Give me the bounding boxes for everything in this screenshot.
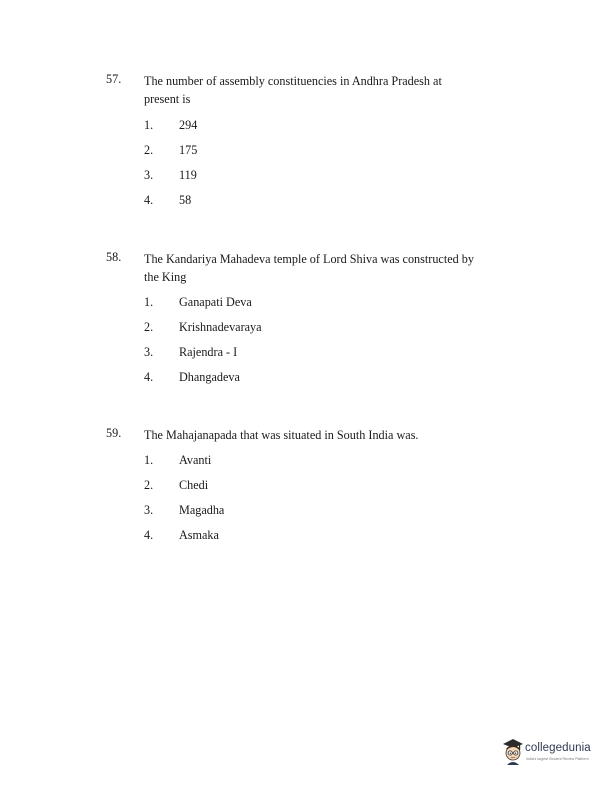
option-item (144, 295, 344, 313)
option-number: 4. (144, 193, 154, 207)
option-text: Ganapati Deva (179, 295, 252, 309)
question-text: The Mahajanapada that was situated in South India was. (144, 428, 419, 442)
option-text: Krishnadevaraya (179, 320, 262, 334)
option-text: 294 (179, 118, 198, 132)
option-number: 1. (144, 295, 154, 309)
option-item (144, 345, 344, 363)
option-item (144, 478, 344, 496)
option-item (144, 193, 344, 211)
option-number: 1. (144, 453, 154, 467)
question-number: 57. (106, 72, 122, 86)
option-number: 2. (144, 143, 154, 157)
option-item (144, 370, 344, 388)
option-number: 3. (144, 345, 154, 359)
option-item (144, 453, 344, 471)
option-number: 1. (144, 118, 154, 132)
question-text: The number of assembly constituencies in Andhra Pradesh at present is (144, 74, 442, 106)
question-number: 59. (106, 426, 122, 440)
option-text: Dhangadeva (179, 370, 240, 384)
option-text: Magadha (179, 503, 225, 517)
option-number: 2. (144, 478, 154, 492)
option-number: 3. (144, 168, 154, 182)
option-text: 175 (179, 143, 198, 157)
option-text: 119 (179, 168, 197, 182)
option-number: 2. (144, 320, 154, 334)
option-text: 58 (179, 193, 192, 207)
option-text: Asmaka (179, 528, 219, 542)
option-item (144, 168, 344, 186)
logo-tagline: India's largest Student Review Platform (526, 757, 589, 761)
option-text: Chedi (179, 478, 209, 492)
question-text: The Kandariya Mahadeva temple of Lord Shiva was constructed by the King (144, 252, 474, 284)
option-item (144, 503, 344, 521)
option-number: 4. (144, 528, 154, 542)
logo-brand-text: collegedunia (525, 742, 591, 754)
option-item (144, 118, 344, 136)
option-item (144, 143, 344, 161)
option-text: Rajendra - I (179, 345, 238, 359)
option-item (144, 320, 344, 338)
option-number: 3. (144, 503, 154, 517)
option-number: 4. (144, 370, 154, 384)
mascot-logo-icon (500, 736, 526, 766)
collegedunia-logo (500, 736, 606, 766)
option-item (144, 528, 344, 546)
question-number: 58. (106, 250, 122, 264)
option-text: Avanti (179, 453, 212, 467)
